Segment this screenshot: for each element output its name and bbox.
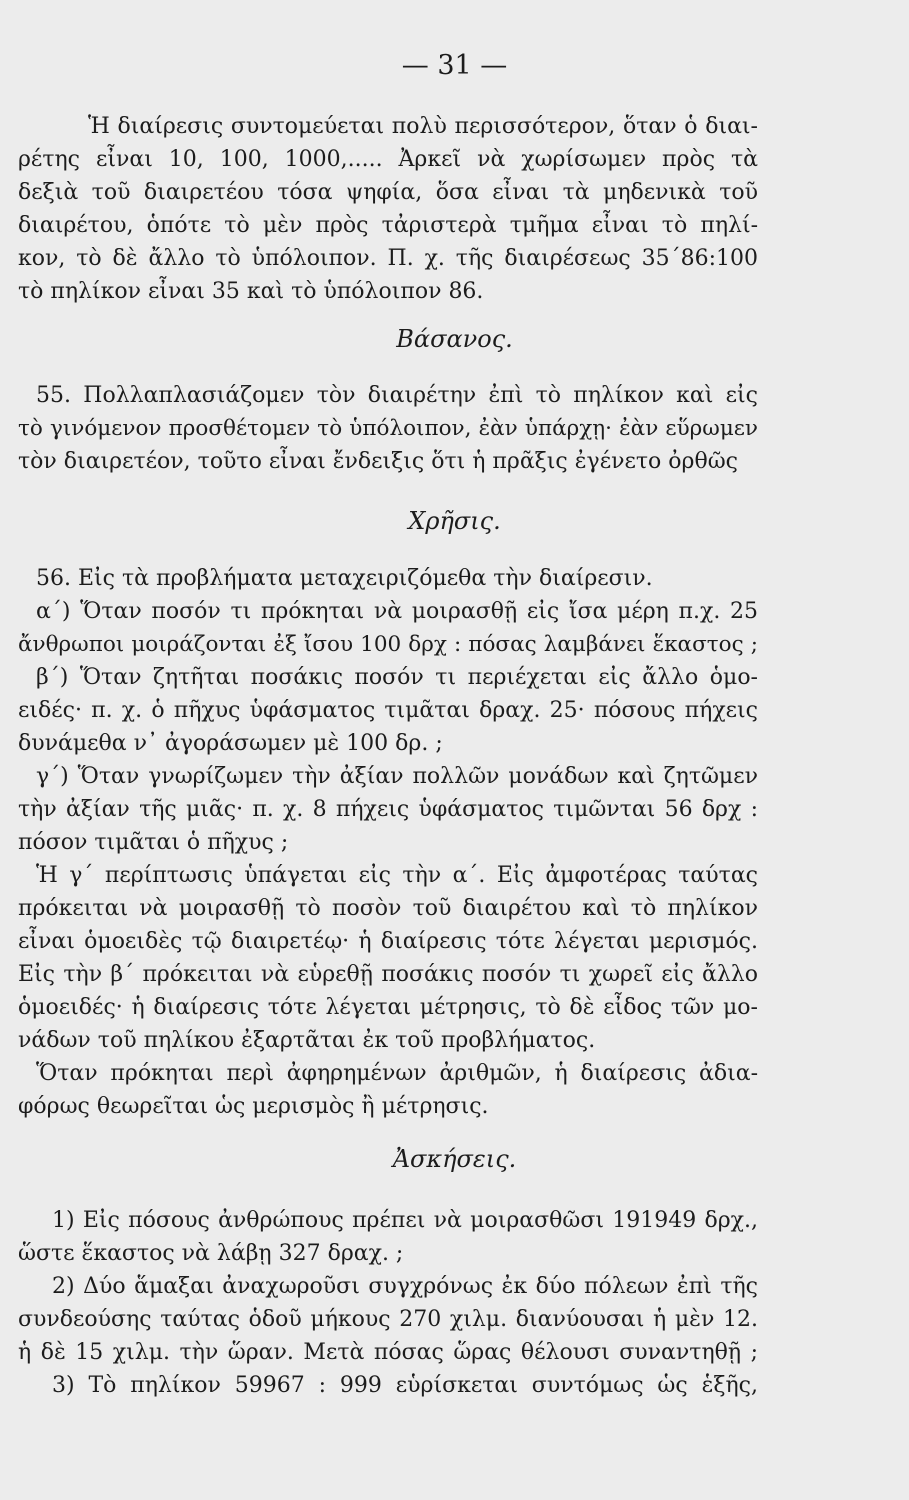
- text-line: 56. Εἰς τὰ προβλήματα μεταχειριζόμεθα τὴν διαίρεσιν.: [36, 566, 653, 591]
- text-line: γ΄) Ὅταν γνωρίζωμεν τὴν ἀξίαν πολλῶν μονάδων καὶ ζητῶμεν: [36, 764, 758, 789]
- text-line: συνδεούσης ταύτας ὁδοῦ μήκους 270 χιλμ. διανύουσαι ἡ μὲν 12.: [18, 1307, 758, 1332]
- text-line: ειδές· π. χ. ὁ πῆχυς ὑφάσματος τιμᾶται δραχ. 25· πόσους πήχεις: [18, 698, 758, 723]
- text-line: ἡ δὲ 15 χιλμ. τὴν ὥραν. Μετὰ πόσας ὥρας θέλουσι συναντηθῇ ;: [18, 1340, 758, 1365]
- text-line: ρέτης εἶναι 10, 100, 1000,..... Ἀρκεῖ νὰ χωρίσωμεν πρὸς τὰ: [18, 147, 758, 172]
- text-line: 3) Τὸ πηλίκον 59967 : 999 εὑρίσκεται συντόμως ὡς ἑξῆς,: [52, 1373, 758, 1398]
- text-line: τὴν ἀξίαν τῆς μιᾶς· π. χ. 8 πήχεις ὑφάσματος τιμῶνται 56 δρχ :: [18, 797, 758, 822]
- text-line: 1) Εἰς πόσους ἀνθρώπους πρέπει νὰ μοιρασθῶσι 191949 δρχ.,: [52, 1208, 758, 1233]
- heading-exercises: Ἀσκήσεις.: [392, 1145, 517, 1173]
- text-line: β΄) Ὅταν ζητῆται ποσάκις ποσόν τι περιέχεται εἰς ἄλλο ὁμο-: [36, 665, 758, 690]
- text-line: εἶναι ὁμοειδὲς τῷ διαιρετέῳ· ἡ διαίρεσις τότε λέγεται μερισμός.: [18, 929, 758, 954]
- text-line: πρόκειται νὰ μοιρασθῇ τὸ ποσὸν τοῦ διαιρέτου καὶ τὸ πηλίκον: [18, 896, 758, 921]
- text-line: πόσον τιμᾶται ὁ πῆχυς ;: [18, 830, 289, 855]
- heading-check: Βάσανος.: [396, 325, 513, 353]
- text-line: 2) Δύο ἅμαξαι ἀναχωροῦσι συγχρόνως ἐκ δύο πόλεων ἐπὶ τῆς: [52, 1274, 758, 1299]
- text-line: ὁμοειδές· ἡ διαίρεσις τότε λέγεται μέτρησις, τὸ δὲ εἶδος τῶν μο-: [18, 995, 758, 1020]
- text-line: φόρως θεωρεῖται ὡς μερισμὸς ἢ μέτρησις.: [18, 1094, 489, 1119]
- text-line: δεξιὰ τοῦ διαιρετέου τόσα ψηφία, ὅσα εἶναι τὰ μηδενικὰ τοῦ: [18, 180, 758, 205]
- heading-usage: Χρῆσις.: [408, 507, 501, 535]
- text-line: νάδων τοῦ πηλίκου ἐξαρτᾶται ἐκ τοῦ προβλήματος.: [18, 1028, 596, 1053]
- text-line: ὥστε ἕκαστος νὰ λάβῃ 327 δραχ. ;: [18, 1241, 404, 1266]
- text-line: 55. Πολλαπλασιάζομεν τὸν διαιρέτην ἐπὶ τὸ πηλίκον καὶ εἰς: [36, 383, 758, 408]
- text-line: τὸ γινόμενον προσθέτομεν τὸ ὑπόλοιπον, ἐὰν ὑπάρχῃ· ἐὰν εὕρωμεν: [18, 416, 758, 441]
- text-line: διαιρέτου, ὁπότε τὸ μὲν πρὸς τἀριστερὰ τμῆμα εἶναι τὸ πηλί-: [18, 213, 758, 238]
- text-line: Ὅταν πρόκηται περὶ ἀφηρημένων ἀριθμῶν, ἡ διαίρεσις ἀδια-: [36, 1061, 758, 1086]
- text-line: κον, τὸ δὲ ἄλλο τὸ ὑπόλοιπον. Π. χ. τῆς διαιρέσεως 35΄86:100: [18, 246, 758, 271]
- text-line: τὸ πηλίκον εἶναι 35 καὶ τὸ ὑπόλοιπον 86.: [18, 279, 484, 304]
- page-number: — 31 —: [401, 50, 508, 81]
- text-line: Ἡ διαίρεσις συντομεύεται πολὺ περισσότερον, ὅταν ὁ διαι-: [88, 114, 758, 139]
- text-line: δυνάμεθα ν᾽ ἀγοράσωμεν μὲ 100 δρ. ;: [18, 731, 443, 756]
- text-line: τὸν διαιρετέον, τοῦτο εἶναι ἔνδειξις ὅτι ἡ πρᾶξις ἐγένετο ὀρθῶς: [18, 449, 738, 474]
- text-line: Εἰς τὴν β΄ πρόκειται νὰ εὑρεθῇ ποσάκις ποσόν τι χωρεῖ εἰς ἄλλο: [18, 962, 758, 987]
- text-line: Ἡ γ΄ περίπτωσις ὑπάγεται εἰς τὴν α΄. Εἰς ἀμφοτέρας ταύτας: [36, 863, 758, 888]
- text-line: α΄) Ὅταν ποσόν τι πρόκηται νὰ μοιρασθῇ εἰς ἴσα μέρη π.χ. 25: [36, 599, 758, 624]
- text-line: ἄνθρωποι μοιράζονται ἐξ ἴσου 100 δρχ : πόσας λαμβάνει ἕκαστος ;: [18, 632, 758, 657]
